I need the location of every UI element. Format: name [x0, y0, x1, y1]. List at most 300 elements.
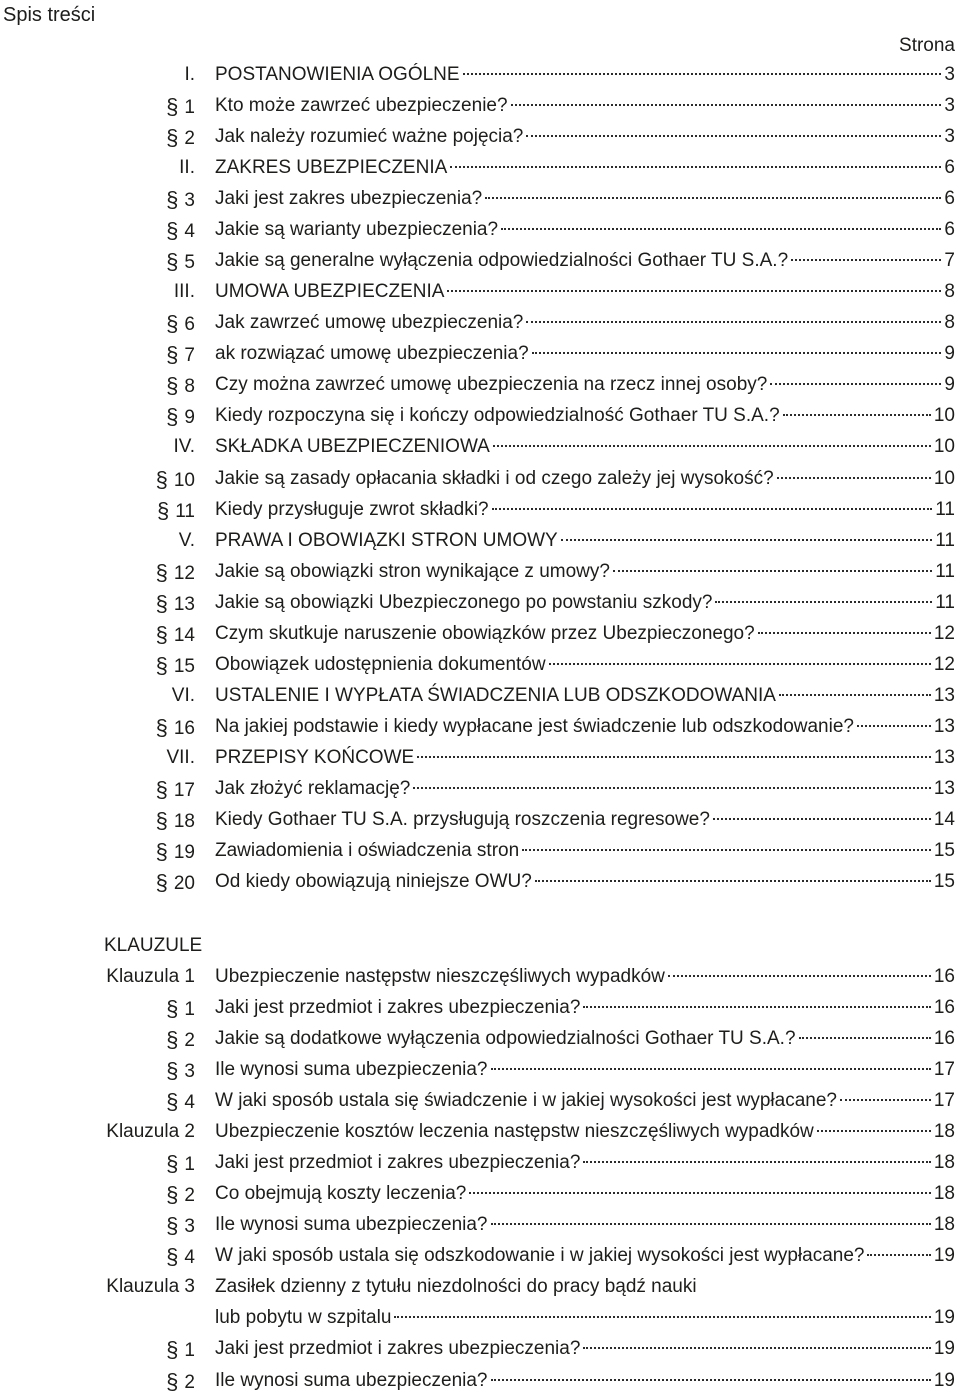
toc-entry[interactable]: [0, 400, 960, 431]
dot-leader: [526, 135, 941, 137]
page-number: 18: [933, 1214, 955, 1236]
entry-line: [215, 556, 955, 587]
toc-entry[interactable]: [0, 1271, 960, 1302]
entry-title: Ubezpieczenie następstw nieszczęśliwych wypadków: [215, 966, 665, 987]
dot-leader: [413, 787, 931, 789]
toc-entry[interactable]: [0, 961, 960, 992]
toc-entry[interactable]: [0, 214, 960, 245]
entry-line: [215, 121, 955, 152]
dot-leader: [779, 694, 931, 696]
entry-number: [0, 1209, 195, 1242]
entry-line: [215, 773, 955, 804]
entry-title: Jak zawrzeć umowę ubezpieczenia?: [215, 312, 524, 334]
toc-entry[interactable]: [0, 556, 960, 587]
entry-number-value: 13: [173, 593, 195, 615]
entry-number-value: 1: [184, 1154, 195, 1176]
entry-number: [0, 338, 195, 371]
entry-title: ZAKRES UBEZPIECZENIA: [215, 157, 448, 179]
section-sign: §: [166, 311, 179, 337]
dot-leader: [463, 73, 942, 75]
section-sign: §: [166, 1151, 179, 1177]
toc-entry[interactable]: [0, 1333, 960, 1364]
section-sign: §: [155, 870, 168, 896]
toc-entry[interactable]: [0, 587, 960, 618]
entry-number: [0, 245, 195, 278]
section-sign: §: [166, 125, 179, 151]
section-sign: §: [166, 342, 179, 368]
toc-entry[interactable]: [0, 866, 960, 897]
page-number: 10: [933, 436, 955, 458]
entry-title: SKŁADKA UBEZPIECZENIOWA: [215, 436, 490, 458]
toc-entry[interactable]: [0, 276, 960, 307]
entry-number-value: II.: [179, 157, 195, 179]
entry-title: Jak należy rozumieć ważne pojęcia?: [215, 126, 524, 148]
entry-number: [0, 276, 195, 307]
entry-title: Ubezpieczenie kosztów leczenia następstw nieszczęśliwych wypadków: [215, 1121, 814, 1143]
page-number: 12: [933, 622, 955, 644]
entry-number: [0, 587, 195, 620]
entry-number-value: I.: [184, 64, 195, 85]
entry-line: [215, 338, 955, 369]
entry-line: [215, 587, 955, 618]
entry-number-value: 7: [184, 345, 195, 367]
section-sign: §: [155, 590, 168, 616]
entry-number: [0, 525, 195, 556]
entry-title: UMOWA UBEZPIECZENIA: [215, 281, 445, 303]
entry-line: [215, 1085, 955, 1116]
dot-leader: [561, 539, 933, 541]
entry-title: W jaki sposób ustala się odszkodowanie i w jakiej wysokości jest wypłacane?: [215, 1245, 865, 1267]
entry-number-value: 3: [184, 1061, 195, 1083]
entry-number-value: 6: [184, 314, 195, 336]
entry-line: [215, 494, 955, 525]
entry-number: [0, 742, 195, 773]
entry-line: [215, 307, 955, 338]
dot-leader: [583, 1161, 930, 1163]
entry-line: [215, 1365, 955, 1396]
entry-number-value: 15: [173, 655, 195, 677]
entry-title: Kiedy Gothaer TU S.A. przysługują roszczenia regresowe?: [215, 808, 710, 830]
entry-number-value: 3: [184, 1216, 195, 1238]
toc-entry[interactable]: [0, 494, 960, 525]
entry-title: lub pobytu w szpitalu: [215, 1307, 392, 1329]
entry-title: Jakie są obowiązki stron wynikające z umowy?: [215, 560, 610, 582]
entry-title: Ile wynosi suma ubezpieczenia?: [215, 1059, 488, 1081]
dot-leader: [857, 725, 931, 727]
page-number: 11: [935, 591, 955, 613]
entry-title: Jaki jest przedmiot i zakres ubezpieczenia?: [215, 1338, 581, 1360]
entry-line: [215, 1240, 955, 1271]
dot-leader: [491, 1223, 931, 1225]
entry-title: Zasiłek dzienny z tytułu niezdolności do pracy bądź nauki: [215, 1276, 697, 1298]
entry-number-value: 1: [184, 999, 195, 1021]
page-number: 17: [933, 1090, 955, 1112]
entry-number: [0, 1116, 195, 1147]
toc-entry[interactable]: [0, 1085, 960, 1116]
dot-leader: [770, 383, 941, 385]
toc-entry[interactable]: [0, 463, 960, 494]
entry-line: [215, 90, 955, 121]
section-sign: §: [166, 249, 179, 275]
page-number: 19: [933, 1369, 955, 1391]
entry-number: [0, 773, 195, 806]
entry-title: Na jakiej podstawie i kiedy wypłacane jest świadczenie lub odszkodowanie?: [215, 715, 854, 737]
entry-line: [215, 992, 955, 1023]
section-sign: §: [155, 466, 168, 492]
toc-entry[interactable]: [0, 183, 960, 214]
entry-number-value: V.: [178, 529, 195, 551]
entry-title: PRAWA I OBOWIĄZKI STRON UMOWY: [215, 529, 558, 551]
section-sign: §: [166, 1244, 179, 1270]
entry-number-value: Klauzula 1: [106, 966, 195, 987]
entry-number: [0, 992, 195, 1025]
entry-number: [0, 307, 195, 340]
entry-line: [215, 835, 955, 866]
toc-entry[interactable]: [0, 431, 960, 462]
entry-line: [215, 1178, 955, 1209]
toc-entry[interactable]: [0, 369, 960, 400]
dot-leader: [447, 290, 941, 292]
toc-entry[interactable]: [0, 1209, 960, 1240]
page-number: 11: [935, 498, 955, 520]
entry-line: [215, 214, 955, 245]
entry-number-value: 14: [173, 624, 195, 646]
dot-leader: [535, 880, 931, 882]
entry-line: [215, 1116, 955, 1147]
toc-entry[interactable]: [0, 618, 960, 649]
entry-line: [215, 742, 955, 773]
section-sign: §: [155, 559, 168, 585]
page-number: 17: [933, 1059, 955, 1081]
page-number: 8: [944, 281, 955, 303]
dot-leader: [492, 508, 933, 510]
entry-title: Jak złożyć reklamację?: [215, 777, 411, 799]
entry-title: Jakie są dodatkowe wyłączenia odpowiedzialności Gothaer TU S.A.?: [215, 1028, 796, 1050]
entry-line: [215, 1271, 955, 1302]
page-number: 3: [944, 95, 955, 117]
section-sign: §: [166, 373, 179, 399]
toc-entry[interactable]: [0, 1178, 960, 1209]
entry-number: [0, 90, 195, 123]
page-number: 6: [944, 157, 955, 179]
dot-leader: [777, 477, 931, 479]
entry-title: W jaki sposób ustala się świadczenie i w jakiej wysokości jest wypłacane?: [215, 1090, 837, 1112]
entry-number-value: 5: [184, 252, 195, 274]
page-number: 6: [944, 188, 955, 210]
page-column-label: Strona: [899, 35, 955, 56]
entry-line: [215, 245, 955, 276]
entry-title: ak rozwiązać umowę ubezpieczenia?: [215, 343, 529, 365]
entry-number-value: 2: [184, 1185, 195, 1207]
entry-number: [0, 1178, 195, 1211]
entry-title: Zawiadomienia i oświadczenia stron: [215, 840, 520, 861]
toc-entry[interactable]: [0, 680, 960, 711]
dot-leader: [668, 975, 931, 977]
page-number: 9: [944, 374, 955, 396]
toc-entry[interactable]: [0, 1116, 960, 1147]
entry-number: [0, 649, 195, 682]
section-sign: §: [166, 187, 179, 213]
entry-number: [0, 152, 195, 183]
dot-leader: [493, 445, 931, 447]
page-number: 13: [933, 746, 955, 768]
page-number: 15: [933, 840, 955, 861]
entry-number-value: 4: [184, 1247, 195, 1269]
toc-entry[interactable]: [0, 307, 960, 338]
toc-entry[interactable]: [0, 90, 960, 121]
page-number: 16: [933, 997, 955, 1019]
toc-entry[interactable]: [0, 525, 960, 556]
toc-entry[interactable]: [0, 835, 960, 866]
entry-title: Jakie są obowiązki Ubezpieczonego po powstaniu szkody?: [215, 591, 713, 613]
entry-number-value: 4: [184, 221, 195, 243]
page-number: 3: [944, 126, 955, 148]
entry-number: [0, 618, 195, 651]
entry-number-value: 4: [184, 1092, 195, 1114]
page-number: 10: [933, 467, 955, 489]
entry-title: Czym skutkuje naruszenie obowiązków przez Ubezpieczonego?: [215, 622, 755, 644]
section-sign: §: [155, 714, 168, 740]
toc-entry[interactable]: [0, 1054, 960, 1085]
entry-number-value: 17: [173, 779, 195, 801]
page-number: 13: [933, 684, 955, 706]
dot-leader: [713, 818, 931, 820]
page-number: 13: [933, 715, 955, 737]
entry-line: [215, 431, 955, 462]
dot-leader: [783, 414, 931, 416]
entry-title: PRZEPISY KOŃCOWE: [215, 746, 415, 768]
entry-number-value: 8: [184, 376, 195, 398]
entry-number: [0, 711, 195, 744]
page-number: 12: [933, 653, 955, 675]
entry-number: [0, 1333, 195, 1366]
entry-line: [215, 1209, 955, 1240]
entry-number: [0, 1085, 195, 1118]
dot-leader: [758, 632, 931, 634]
toc-entry[interactable]: [0, 742, 960, 773]
section-sign: §: [166, 996, 179, 1022]
klauzule-heading: KLAUZULE: [104, 935, 203, 956]
entry-number-value: 1: [184, 97, 195, 119]
dot-leader: [450, 166, 941, 168]
page-number: 10: [933, 405, 955, 427]
page-number: 11: [935, 529, 955, 551]
entry-number: [0, 866, 195, 899]
entry-number: [0, 214, 195, 247]
page-number: 11: [935, 560, 955, 582]
section-sign: §: [155, 839, 168, 864]
page-number: 3: [944, 64, 955, 85]
entry-title: Od kiedy obowiązują niniejsze OWU?: [215, 871, 532, 893]
entry-title: Jakie są zasady opłacania składki i od czego zależy jej wysokość?: [215, 467, 774, 489]
entry-number: [0, 1147, 195, 1180]
section-sign: §: [155, 621, 168, 647]
entry-number-value: VI.: [171, 684, 195, 706]
toc-entry[interactable]: [0, 245, 960, 276]
dot-leader: [491, 1379, 931, 1381]
entry-title: USTALENIE I WYPŁATA ŚWIADCZENIA LUB ODSZKODOWANIA: [215, 684, 776, 706]
entry-number-value: 16: [173, 717, 195, 739]
entry-title: Kiedy przysługuje zwrot składki?: [215, 498, 489, 520]
entry-line: [215, 525, 955, 556]
dot-leader: [469, 1192, 931, 1194]
dot-leader: [799, 1037, 931, 1039]
section-sign: §: [166, 1368, 179, 1394]
dot-leader: [501, 228, 941, 230]
entry-number: [0, 961, 195, 992]
toc-entry[interactable]: [0, 711, 960, 742]
page-number: 18: [933, 1121, 955, 1143]
entry-line: [215, 1054, 955, 1085]
page-number: 13: [933, 777, 955, 799]
section-sign: §: [155, 807, 168, 833]
entry-number: [0, 556, 195, 589]
page-number: 16: [933, 1028, 955, 1050]
toc-entry[interactable]: [0, 1240, 960, 1271]
entry-title: Kiedy rozpoczyna się i kończy odpowiedzialność Gothaer TU S.A.?: [215, 405, 780, 427]
entry-title: Jaki jest zakres ubezpieczenia?: [215, 188, 483, 210]
entry-number-value: 2: [184, 1030, 195, 1052]
section-sign: §: [166, 1058, 179, 1084]
entry-line: [215, 369, 955, 400]
dot-leader: [394, 1316, 930, 1318]
section-sign: §: [155, 652, 168, 678]
toc-entry[interactable]: [0, 1147, 960, 1178]
page-number: 6: [944, 219, 955, 241]
section-sign: §: [166, 1089, 179, 1115]
dot-leader: [583, 1347, 930, 1349]
entry-title: Czy można zawrzeć umowę ubezpieczenia na rzecz innej osoby?: [215, 374, 768, 396]
entry-line: [215, 183, 955, 214]
entry-line: [215, 961, 955, 992]
section-sign: §: [166, 1337, 179, 1363]
entry-line: [215, 463, 955, 494]
toc-entry[interactable]: [0, 1302, 960, 1333]
toc-entry[interactable]: [0, 804, 960, 835]
entry-line: [215, 711, 955, 742]
entry-title: Obowiązek udostępnienia dokumentów: [215, 653, 546, 675]
page-number: 18: [933, 1183, 955, 1205]
toc-entry[interactable]: [0, 152, 960, 183]
entry-line: [215, 152, 955, 183]
dot-leader: [491, 1068, 931, 1070]
entry-number-value: 10: [173, 469, 195, 491]
entry-number: [0, 1054, 195, 1087]
entry-number-value: 18: [173, 810, 195, 832]
entry-title: POSTANOWIENIA OGÓLNE: [215, 64, 460, 85]
entry-line: [215, 680, 955, 711]
section-sign: §: [155, 776, 168, 802]
entry-number: [0, 680, 195, 711]
entry-number-value: 3: [184, 190, 195, 212]
toc-entry[interactable]: [0, 992, 960, 1023]
entry-line: [215, 804, 955, 835]
toc-entry[interactable]: [0, 59, 960, 90]
entry-number-value: 9: [184, 407, 195, 429]
page-number: 14: [933, 808, 955, 830]
entry-number-value: III.: [173, 281, 195, 303]
entry-number: [0, 1023, 195, 1056]
entry-number-value: Klauzula 2: [106, 1121, 195, 1143]
entry-line: [215, 400, 955, 431]
entry-title: Jaki jest przedmiot i zakres ubezpieczenia?: [215, 997, 581, 1019]
entry-title: Jaki jest przedmiot i zakres ubezpieczenia?: [215, 1152, 581, 1174]
entry-number: [0, 183, 195, 216]
section-sign: §: [166, 404, 179, 430]
entry-number: [0, 59, 195, 90]
section-sign: §: [157, 497, 170, 523]
toc-entry[interactable]: [0, 773, 960, 804]
entry-number-value: 12: [173, 562, 195, 584]
entry-number: [0, 494, 195, 527]
dot-leader: [532, 352, 942, 354]
entry-title: Co obejmują koszty leczenia?: [215, 1183, 467, 1205]
section-sign: §: [166, 1027, 179, 1053]
entry-number-value: 20: [173, 873, 195, 895]
section-sign: §: [166, 1213, 179, 1239]
entry-line: [215, 59, 955, 90]
dot-leader: [613, 570, 932, 572]
entry-title: Jakie są generalne wyłączenia odpowiedzialności Gothaer TU S.A.?: [215, 250, 789, 272]
entry-number-value: Klauzula 3: [106, 1276, 195, 1298]
entry-number: [0, 1271, 195, 1302]
entry-line: [215, 1302, 955, 1333]
entry-number-value: 1: [184, 1340, 195, 1362]
entry-title: Ile wynosi suma ubezpieczenia?: [215, 1369, 488, 1391]
dot-leader: [840, 1099, 931, 1101]
page-number: 15: [933, 871, 955, 893]
entry-number-value: 11: [175, 500, 195, 522]
dot-leader: [549, 663, 931, 665]
dot-leader: [417, 756, 931, 758]
dot-leader: [791, 259, 941, 261]
entry-number-value: 2: [184, 128, 195, 150]
page-number: 19: [933, 1307, 955, 1329]
page-number: 19: [933, 1338, 955, 1360]
dot-leader: [817, 1130, 931, 1132]
entry-number: [0, 804, 195, 837]
section-sign: §: [166, 1182, 179, 1208]
page-number: 18: [933, 1152, 955, 1174]
entry-line: [215, 1147, 955, 1178]
entry-line: [215, 866, 955, 897]
entry-title: Kto może zawrzeć ubezpieczenie?: [215, 95, 508, 117]
entry-number: [0, 121, 195, 154]
toc-entry[interactable]: [0, 1023, 960, 1054]
entry-number-value: 19: [173, 842, 195, 863]
entry-line: [215, 618, 955, 649]
entry-line: [215, 649, 955, 680]
entry-number-value: 2: [184, 1371, 195, 1393]
entry-number-value: IV.: [173, 436, 195, 458]
toc-entry[interactable]: [0, 1365, 960, 1396]
entry-number: [0, 400, 195, 433]
entry-number: [0, 463, 195, 496]
dot-leader: [715, 601, 932, 603]
entry-number: [0, 1240, 195, 1273]
toc-entry[interactable]: [0, 121, 960, 152]
entry-number: [0, 835, 195, 868]
page-number: 19: [933, 1245, 955, 1267]
toc-entry[interactable]: [0, 338, 960, 369]
dot-leader: [522, 849, 931, 851]
entry-title: Ile wynosi suma ubezpieczenia?: [215, 1214, 488, 1236]
entry-line: [215, 1333, 955, 1364]
entry-number: [0, 431, 195, 462]
page-number: 7: [944, 250, 955, 272]
toc-entry[interactable]: [0, 649, 960, 680]
page-number: 16: [933, 966, 955, 987]
